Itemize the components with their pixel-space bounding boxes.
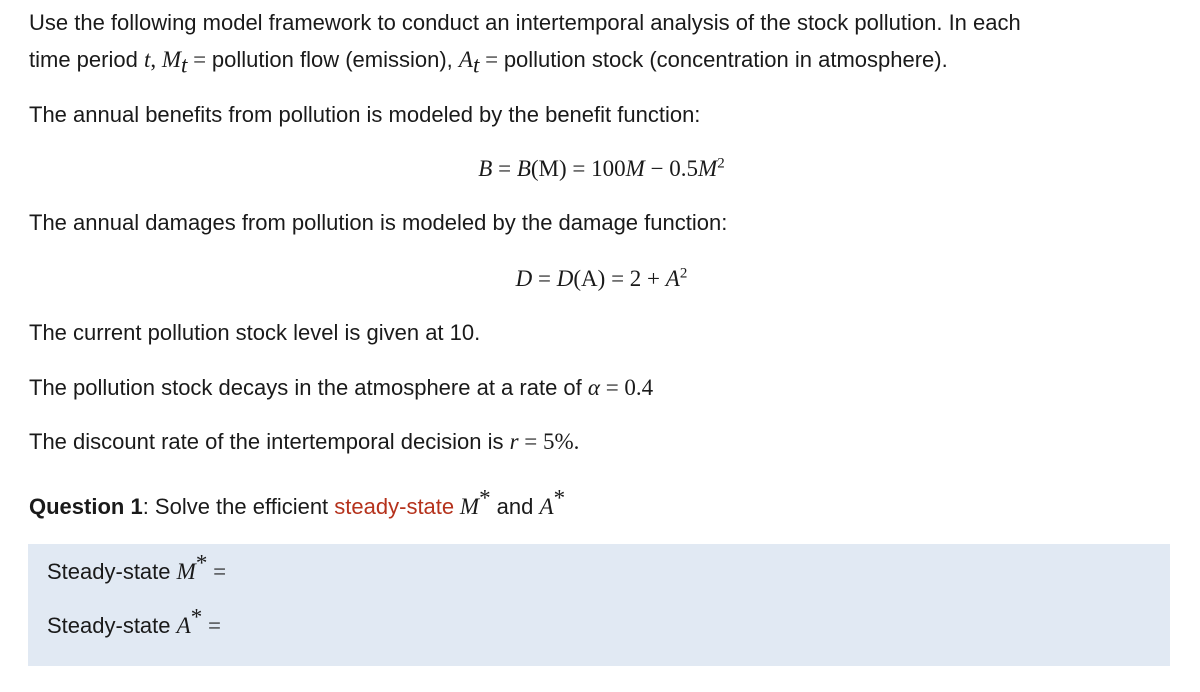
answer-box	[28, 544, 1170, 666]
answer-m-var: M	[176, 559, 196, 584]
formula-arg-M: (M)	[530, 156, 567, 181]
var-M: M	[161, 47, 182, 72]
r-value: = 5%.	[518, 429, 580, 454]
var-r: r	[509, 429, 519, 454]
formula-arg-A: (A)	[573, 266, 606, 291]
stock-level-line	[29, 318, 480, 348]
formula-minus: − 0.5	[644, 156, 699, 181]
question-label: Question 1	[29, 494, 143, 519]
formula-M: M	[625, 156, 645, 181]
var-t: t	[143, 47, 151, 72]
formula-B-fn: B	[516, 156, 531, 181]
question-line	[29, 485, 566, 522]
answer-m-label: Steady-state	[47, 559, 177, 584]
answer-a-eq: =	[202, 613, 221, 638]
question-and: and	[490, 494, 540, 519]
damage-intro-text: The annual damages from pollution is modeled by the damage function:	[29, 210, 728, 235]
var-A: A	[458, 47, 473, 72]
var-alpha: α	[587, 375, 600, 400]
question-A: A	[539, 494, 554, 519]
question-star-1: *	[479, 485, 491, 511]
formula-M2: M	[698, 156, 718, 181]
answer-a-label: Steady-state	[47, 613, 177, 638]
discount-text: The discount rate of the intertemporal decision is	[29, 429, 510, 454]
question-text: : Solve the efficient	[142, 494, 335, 519]
question-M: M	[454, 494, 480, 519]
intro-text-2a: time period	[29, 47, 144, 72]
formula-exp-2: 2	[679, 265, 688, 282]
damage-formula	[29, 264, 1174, 294]
alpha-value: = 0.4	[599, 375, 654, 400]
formula-eq-2: =	[532, 266, 557, 291]
decay-line	[29, 373, 653, 403]
formula-eq: =	[492, 156, 517, 181]
stock-definition: pollution stock (concentration in atmosphere).	[503, 47, 948, 72]
stock-level-text: The current pollution stock level is given at 10.	[29, 320, 481, 345]
formula-rhs-2: = 2 +	[605, 266, 666, 291]
formula-A: A	[665, 266, 680, 291]
intro-line-2	[29, 45, 948, 78]
flow-definition: pollution flow (emission),	[211, 47, 459, 72]
sub-t-2: t	[472, 52, 480, 78]
damage-intro	[29, 208, 727, 238]
highlight-steady-state: steady-state	[334, 494, 455, 519]
benefit-formula	[29, 154, 1174, 184]
formula-D: D	[515, 266, 533, 291]
formula-exp: 2	[717, 155, 725, 172]
question-star-2: *	[553, 485, 566, 511]
discount-line	[29, 427, 579, 457]
formula-B: B	[478, 156, 493, 181]
decay-text: The pollution stock decays in the atmosphere at a rate of	[29, 375, 588, 400]
formula-D-fn: D	[556, 266, 574, 291]
answer-a-line[interactable]	[47, 604, 221, 641]
answer-m-line[interactable]	[47, 550, 227, 587]
answer-a-star: *	[190, 604, 203, 630]
intro-line-1	[29, 8, 1021, 38]
comma: ,	[150, 47, 162, 72]
formula-rhs: = 100	[566, 156, 626, 181]
answer-a-var: A	[176, 613, 191, 638]
benefit-intro	[29, 100, 700, 130]
intro-text-1: Use the following model framework to conduct an intertemporal analysis of the stock pollution. In each	[29, 10, 1021, 35]
benefit-intro-text: The annual benefits from pollution is modeled by the benefit function:	[29, 102, 701, 127]
equals-1: =	[187, 47, 212, 72]
sub-t-1: t	[181, 52, 188, 78]
answer-m-star: *	[195, 550, 208, 576]
equals-2: =	[479, 47, 504, 72]
answer-m-eq: =	[207, 559, 227, 584]
